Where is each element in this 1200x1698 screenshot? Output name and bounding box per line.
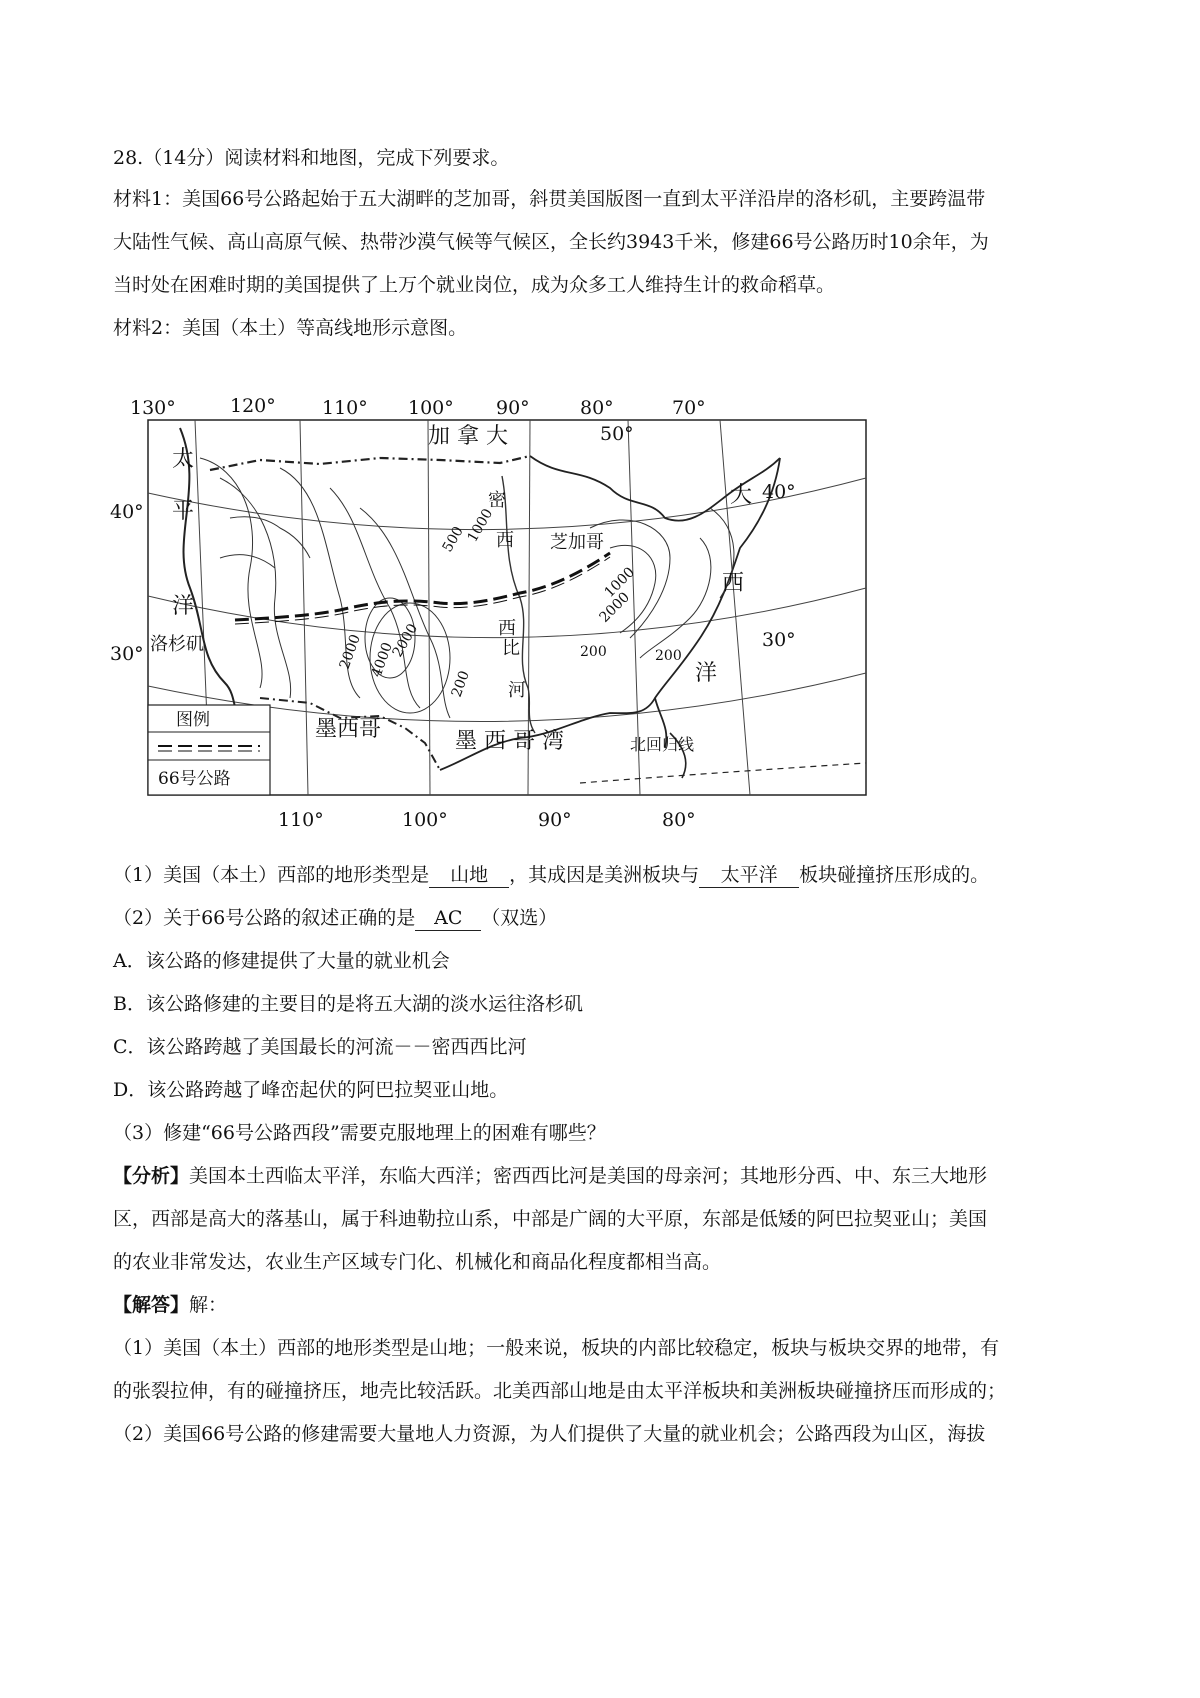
material1-line-3: 当时处在困难时期的美国提供了上万个就业岗位，成为众多工人维持生计的救命稻草。 bbox=[113, 274, 836, 296]
label-miss-2: 西 bbox=[496, 530, 514, 551]
label-canada: 加 拿 大 bbox=[428, 424, 508, 449]
lat-right-30: 30° bbox=[762, 629, 796, 651]
contour-value-10: 200 bbox=[655, 648, 682, 664]
label-atlantic-3: 洋 bbox=[695, 661, 718, 686]
contour-value-2: 4000 bbox=[368, 640, 396, 680]
label-los-angeles: 洛杉矶 bbox=[150, 634, 204, 655]
analysis-line-1: 【分析】美国本土西临太平洋，东临大西洋；密西西比河是美国的母亲河；其地形分西、中、东三大地形 bbox=[113, 1165, 988, 1187]
option-a: A．该公路的修建提供了大量的就业机会 bbox=[113, 950, 450, 972]
label-gulf-of-mexico: 墨 西 哥 湾 bbox=[455, 729, 564, 754]
contour-value-3: 2000 bbox=[389, 621, 422, 660]
lon-top-100: 100° bbox=[408, 398, 454, 419]
analysis-label: 【分析】 bbox=[113, 1165, 190, 1187]
q1-answer-1: 山地 bbox=[429, 863, 509, 888]
lon-top-130: 130° bbox=[130, 398, 176, 419]
question-2: （2）关于66号公路的叙述正确的是 AC （双选） bbox=[113, 907, 558, 929]
contour-map bbox=[110, 398, 900, 848]
answer-line-1: （1）美国（本土）西部的地形类型是山地；一般来说，板块的内部比较稳定，板块与板块交界的地带，有 bbox=[113, 1337, 1000, 1359]
option-d: D．该公路跨越了峰峦起伏的阿巴拉契亚山地。 bbox=[113, 1079, 509, 1101]
lon-top-110: 110° bbox=[322, 398, 368, 419]
lon-top-70: 70° bbox=[672, 398, 706, 419]
label-miss-1: 密 bbox=[488, 490, 506, 511]
lon-top-120: 120° bbox=[230, 398, 276, 417]
label-mexico: 墨西哥 bbox=[315, 717, 382, 742]
q2-answer: AC bbox=[415, 906, 481, 931]
option-b: B．该公路修建的主要目的是将五大湖的淡水运往洛杉矶 bbox=[113, 993, 583, 1015]
lon-top-90: 90° bbox=[496, 398, 530, 419]
label-atlantic-1: 大 bbox=[730, 483, 753, 508]
answer-line-3: （2）美国66号公路的修建需要大量地人力资源，为人们提供了大量的就业机会；公路西段为山区，海拔 bbox=[113, 1423, 986, 1445]
answer-label: 【解答】 bbox=[113, 1294, 190, 1316]
legend-title: 图例 bbox=[176, 710, 210, 730]
contour-value-9: 1000 bbox=[464, 506, 497, 545]
lon-bottom-90: 90° bbox=[538, 809, 572, 831]
label-tropic: 北回归线 bbox=[630, 735, 695, 754]
material2-caption: 材料2：美国（本土）等高线地形示意图。 bbox=[113, 317, 468, 339]
question-3: （3）修建“66号公路西段”需要克服地理上的困难有哪些？ bbox=[113, 1122, 606, 1144]
label-atlantic-2: 西 bbox=[722, 571, 745, 596]
legend-item-route66: 66号公路 bbox=[158, 769, 231, 789]
lat-left-30: 30° bbox=[110, 643, 144, 665]
answer-header: 【解答】解： bbox=[113, 1294, 228, 1316]
contour-value-8: 500 bbox=[439, 523, 467, 555]
option-c: C．该公路跨越了美国最长的河流－－密西西比河 bbox=[113, 1036, 527, 1058]
contour-value-6: 2000 bbox=[596, 589, 634, 626]
answer-line-2: 的张裂拉伸，有的碰撞挤压，地壳比较活跃。北美西部山地是由太平洋板块和美洲板块碰撞挤压而形成的； bbox=[113, 1380, 1007, 1402]
contour-value-1: 2000 bbox=[336, 632, 364, 672]
lon-bottom-80: 80° bbox=[662, 809, 696, 831]
lat-left-40: 40° bbox=[110, 501, 144, 523]
label-pacific-3: 洋 bbox=[172, 594, 195, 619]
contour-value-5: 1000 bbox=[601, 564, 639, 601]
material1-line-2: 大陆性气候、高山高原气候、热带沙漠气候等气候区，全长约3943千米，修建66号公路历时10余年，为 bbox=[113, 231, 989, 253]
analysis-line-2: 区，西部是高大的落基山，属于科迪勒拉山系，中部是广阔的大平原，东部是低矮的阿巴拉契亚山；美国 bbox=[113, 1208, 988, 1230]
lon-bottom-110: 110° bbox=[278, 809, 324, 831]
lon-bottom-100: 100° bbox=[402, 809, 448, 831]
label-miss-4: 比 bbox=[502, 638, 520, 659]
q1-answer-2: 太平洋 bbox=[699, 863, 799, 888]
label-chicago: 芝加哥 bbox=[550, 532, 604, 553]
question-1: （1）美国（本土）西部的地形类型是 山地 ，其成因是美洲板块与 太平洋 板块碰撞挤压形成的。 bbox=[113, 864, 990, 886]
question-title: 28.（14分）阅读材料和地图，完成下列要求。 bbox=[113, 147, 510, 169]
contour-value-4: 200 bbox=[448, 668, 473, 700]
label-miss-5: 河 bbox=[508, 680, 526, 701]
lat-label-50: 50° bbox=[600, 423, 634, 445]
material1-line-1: 材料1：美国66号公路起始于五大湖畔的芝加哥，斜贯美国版图一直到太平洋沿岸的洛杉矶，主要跨温带 bbox=[113, 188, 986, 210]
map-legend bbox=[148, 705, 270, 795]
label-miss-3: 西 bbox=[498, 618, 516, 639]
contour-value-7: 200 bbox=[580, 644, 607, 660]
analysis-line-3: 的农业非常发达，农业生产区域专门化、机械化和商品化程度都相当高。 bbox=[113, 1251, 722, 1273]
lat-right-40: 40° bbox=[762, 481, 796, 503]
label-pacific-1: 太 bbox=[172, 447, 195, 472]
label-pacific-2: 平 bbox=[172, 499, 195, 524]
lon-top-80: 80° bbox=[580, 398, 614, 419]
